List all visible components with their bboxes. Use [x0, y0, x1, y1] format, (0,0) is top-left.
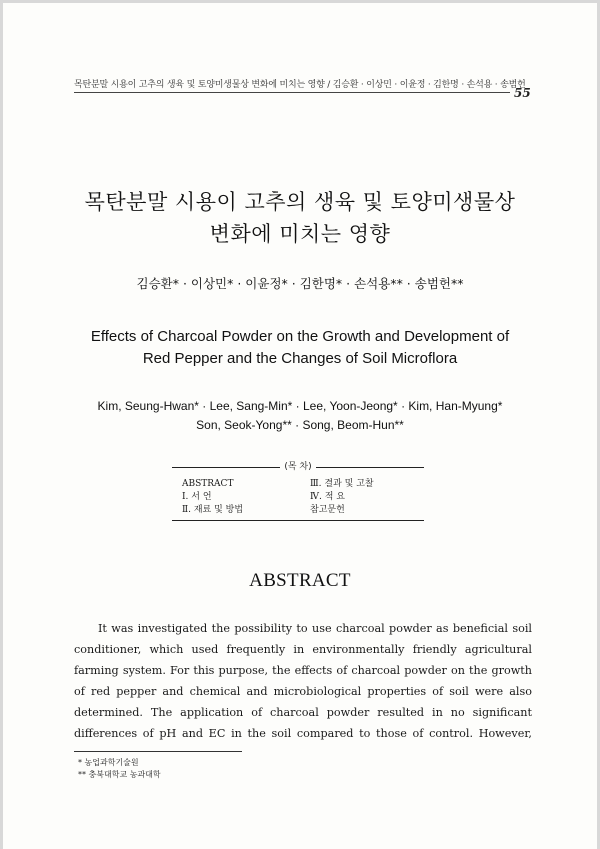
abstract-line: of red pepper and chemical and microbiological properties of soil were also	[74, 685, 532, 698]
toc-item: ABSTRACT	[182, 479, 234, 489]
toc-item: Ⅳ. 적 요	[310, 492, 345, 502]
abstract-line: determined. The application of charcoal powder resulted in no significant	[74, 706, 532, 719]
toc-right-column	[310, 478, 374, 517]
header-rule	[74, 92, 510, 93]
page-number: 55	[514, 86, 531, 100]
scan-edge-left	[0, 0, 3, 849]
english-title-line-2: Red Pepper and the Changes of Soil Microflora	[142, 350, 458, 367]
footnote-1: * 농업과학기술원	[78, 758, 139, 767]
korean-authors: 김승환* · 이상민* · 이윤정* · 김한명* · 손석용** · 송범헌**	[136, 276, 464, 291]
korean-title-line-2: 변화에 미치는 영향	[209, 222, 391, 246]
abstract-line: It was investigated the possibility to use charcoal powder as beneficial soil	[98, 622, 532, 635]
korean-title	[60, 186, 540, 250]
abstract-line: differences of pH and EC in the soil compared to those of control. However,	[74, 727, 532, 740]
running-header: 목탄분말 시용이 고추의 생육 및 토양미생물상 변화에 미치는 영향 / 김승환 · 이상민 · 이윤정 · 김한명 · 손석용 · 송범헌	[74, 80, 526, 90]
footnote-2: ** 충북대학교 농과대학	[78, 770, 161, 779]
toc-item: Ⅱ. 재료 및 방법	[182, 505, 244, 515]
table-of-contents	[172, 462, 424, 521]
english-title	[60, 326, 540, 370]
footnotes	[78, 757, 161, 781]
scan-edge-top	[0, 0, 600, 3]
abstract-line: conditioner, which used frequently in environmentally friendly agricultural	[74, 643, 532, 656]
abstract-heading: ABSTRACT	[249, 570, 351, 591]
toc-item: 참고문헌	[310, 505, 345, 515]
english-authors-line-1: Kim, Seung-Hwan* · Lee, Sang-Min* · Lee, Yoon-Jeong* · Kim, Han-Myung*	[97, 399, 503, 413]
toc-title	[172, 460, 424, 474]
footnote-rule	[74, 751, 242, 752]
english-authors-line-2: Son, Seok-Yong** · Song, Beom-Hun**	[196, 418, 404, 432]
english-title-line-1: Effects of Charcoal Powder on the Growth and Development of	[90, 328, 510, 345]
toc-item: Ⅰ. 서 언	[182, 492, 212, 502]
korean-title-line-1: 목탄분말 시용이 고추의 생육 및 토양미생물상	[84, 190, 516, 214]
english-authors	[60, 397, 540, 435]
toc-item: Ⅲ. 결과 및 고찰	[310, 479, 374, 489]
toc-left-column	[182, 478, 243, 517]
abstract-body	[74, 618, 532, 744]
toc-title-text: (목 차)	[280, 462, 315, 472]
abstract-line: farming system. For this purpose, the effects of charcoal powder on the growth	[74, 664, 532, 677]
